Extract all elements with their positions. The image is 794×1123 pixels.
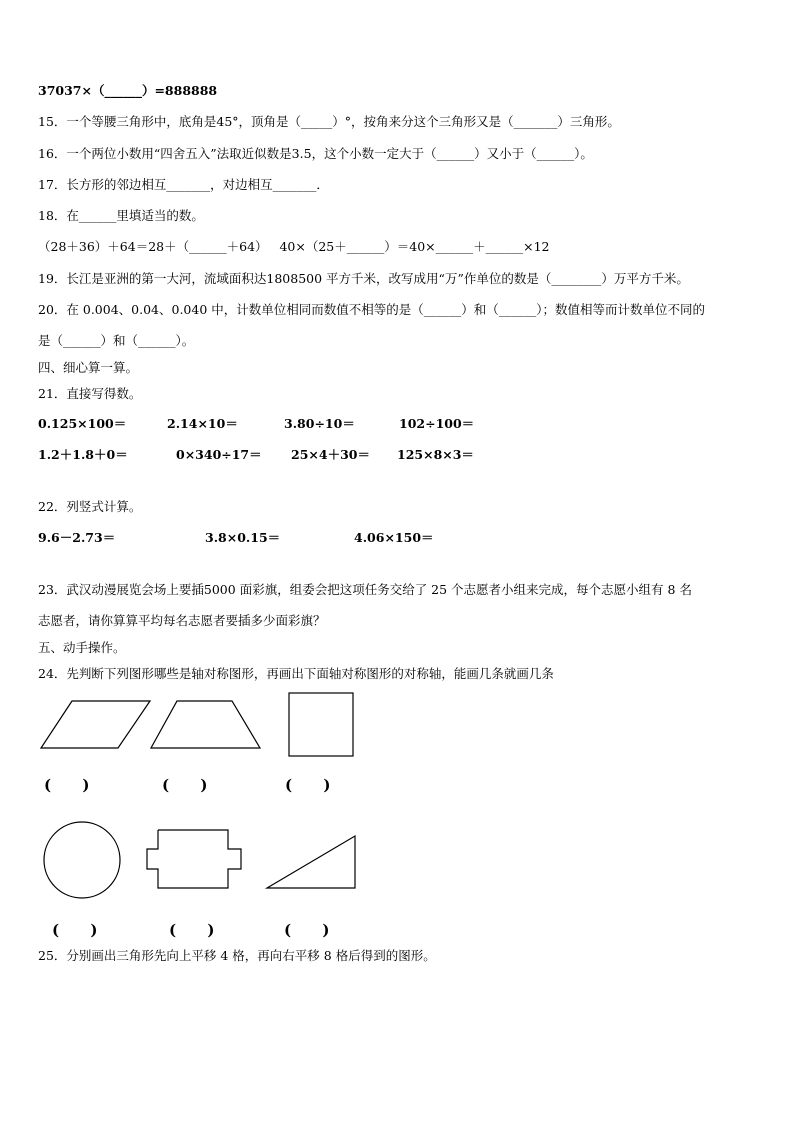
question-24: 24．先判断下列图形哪些是轴对称图形，再画出下面轴对称图形的对称轴，能画几条就画几条: [38, 666, 554, 681]
question-23-line2: 志愿者，请你算算平均每名志愿者要插多少面彩旗？: [38, 613, 326, 628]
question-20-line1: 20．在 0.004、0.04、0.040 中，计数单位相同而数值不相等的是（______）和（______）；数值相等而计数单位不同的: [38, 302, 706, 317]
circle-icon: [42, 820, 124, 902]
answer-blank: ( ): [169, 921, 215, 939]
answer-blank: ( ): [285, 776, 331, 794]
question-16: 16．一个两位小数用“四舍五入”法取近似数是3.5，这个小数一定大于（______）又小于（______）。: [38, 146, 593, 161]
section-5-heading: 五、动手操作。: [38, 640, 126, 655]
q21-item: 25×4＋30＝: [291, 447, 370, 462]
question-22: 22．列竖式计算。: [38, 499, 142, 514]
question-19: 19．长江是亚洲的第一大河，流域面积达1808500 平方千米，改写成用“万”作单位的数是（________）万平方千米。: [38, 271, 689, 286]
question-15: 15．一个等腰三角形中，底角是45°，顶角是（_____）°，按角来分这个三角形又是（_______）三角形。: [38, 114, 620, 129]
answer-blank: ( ): [162, 776, 208, 794]
q21-item: 0.125×100＝: [38, 416, 127, 431]
question-14-tail: 37037×（______）=888888: [38, 83, 218, 98]
q21-item: 102÷100＝: [399, 416, 475, 431]
right-triangle-icon: [266, 835, 358, 891]
parallelogram-icon: [40, 700, 152, 750]
section-4-heading: 四、细心算一算。: [38, 360, 139, 375]
question-20-line2: 是（______）和（______）。: [38, 333, 195, 348]
answer-blank: ( ): [44, 776, 90, 794]
q22-item: 9.6－2.73＝: [38, 530, 116, 545]
q21-item: 2.14×10＝: [167, 416, 238, 431]
question-25: 25．分别画出三角形先向上平移 4 格，再向右平移 8 格后得到的图形。: [38, 948, 436, 963]
question-17: 17．长方形的邻边相互_______，对边相互_______．: [38, 177, 329, 192]
question-18: 18．在______里填适当的数。: [38, 208, 204, 223]
q22-item: 4.06×150＝: [354, 530, 434, 545]
rectangle-icon: [288, 692, 356, 758]
notched-rectangle-icon: [146, 829, 244, 891]
question-21: 21．直接写得数。: [38, 386, 142, 401]
question-18-equations: （28＋36）＋64＝28＋（______＋64） 40×（25＋______）＝40×______＋______×12: [38, 239, 550, 254]
q21-item: 0×340÷17＝: [176, 447, 262, 462]
trapezoid-icon: [150, 700, 262, 750]
q21-item: 125×8×3＝: [397, 447, 474, 462]
q21-item: 3.80÷10＝: [284, 416, 355, 431]
q22-item: 3.8×0.15＝: [205, 530, 281, 545]
q21-item: 1.2＋1.8＋0＝: [38, 447, 128, 462]
answer-blank: ( ): [52, 921, 98, 939]
question-23-line1: 23．武汉动漫展览会场上要插5000 面彩旗，组委会把这项任务交给了 25 个志愿者小组来完成，每个志愿小组有 8 名: [38, 582, 692, 597]
answer-blank: ( ): [284, 921, 330, 939]
